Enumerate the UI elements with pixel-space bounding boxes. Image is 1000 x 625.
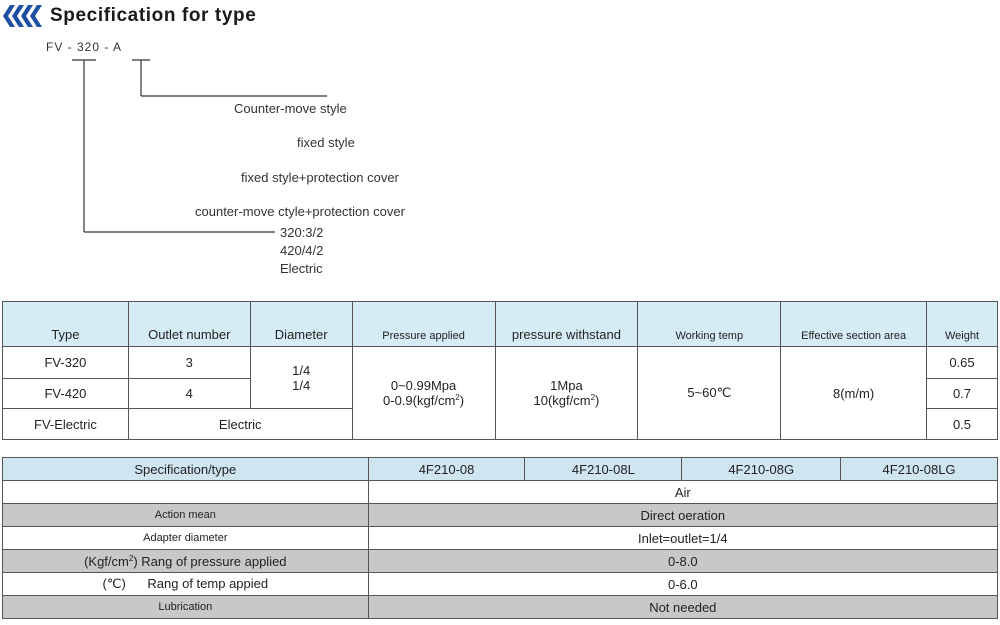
- type-spec-table: [2, 301, 998, 440]
- model-code: FV - 320 - A: [46, 40, 123, 54]
- table-header-row: [3, 458, 998, 481]
- cell-section-area: 8(m/m): [781, 347, 927, 440]
- header-effective-section-area: Effective section area: [781, 302, 927, 347]
- row-label-text: Rang of pressure applied: [141, 553, 287, 569]
- header-working-temp: Working temp: [638, 302, 781, 347]
- row-value: Not needed: [368, 596, 997, 619]
- unit-prefix: (℃): [102, 576, 126, 591]
- table-row: [3, 347, 998, 379]
- row-label: [3, 481, 369, 504]
- header-pressure-withstand: pressure withstand: [495, 302, 638, 347]
- header-diameter: Diameter: [250, 302, 352, 347]
- cell-type: FV-420: [3, 379, 129, 409]
- option-fixed-style: fixed style: [297, 135, 355, 150]
- header-type: Type: [3, 302, 129, 347]
- header-model: 4F210-08: [368, 458, 525, 481]
- header-model: 4F210-08G: [682, 458, 841, 481]
- row-value: 0-8.0: [368, 550, 997, 573]
- cell-outlet: Electric: [128, 409, 352, 440]
- table-row: [3, 573, 998, 596]
- option-counter-move-style: Counter-move style: [234, 101, 347, 116]
- row-label: [3, 550, 369, 573]
- code-item: 420/4/2: [280, 243, 324, 258]
- row-label-text: Rang of temp appied: [147, 576, 269, 591]
- row-value: Inlet=outlet=1/4: [368, 527, 997, 550]
- withstand-mpa: 1Mpa: [550, 378, 583, 393]
- cell-outlet: 4: [128, 379, 250, 409]
- cell-type: FV-320: [3, 347, 129, 379]
- diameter-value: 1/4: [292, 377, 311, 393]
- code-list: [280, 224, 323, 278]
- table-row: [3, 481, 998, 504]
- cell-weight: 0.5: [927, 409, 998, 440]
- table-row: [3, 596, 998, 619]
- cell-weight: 0.65: [927, 347, 998, 379]
- cell-type: FV-Electric: [3, 409, 129, 440]
- table-row: [3, 550, 998, 573]
- cell-pressure-applied: [352, 347, 495, 440]
- diameter-value: 1/4: [292, 362, 311, 378]
- table-row: [3, 527, 998, 550]
- cell-diameter: [250, 347, 352, 409]
- table-header-row: [3, 302, 998, 347]
- cell-weight: 0.7: [927, 379, 998, 409]
- model-spec-table: [2, 457, 998, 619]
- cell-pressure-withstand: [495, 347, 638, 440]
- header-outlet-number: Outlet number: [128, 302, 250, 347]
- page-title: Specification for type: [50, 5, 257, 26]
- table-row: [3, 504, 998, 527]
- header-pressure-applied: Pressure applied: [352, 302, 495, 347]
- row-value: Direct oeration: [368, 504, 997, 527]
- header-model: 4F210-08LG: [841, 458, 998, 481]
- row-label: Action mean: [3, 504, 369, 527]
- row-value: 0-6.0: [368, 573, 997, 596]
- pressure-applied-mpa: 0~0.99Mpa: [390, 378, 457, 393]
- header-spec-type: Specification/type: [3, 458, 369, 481]
- cell-outlet: 3: [128, 347, 250, 379]
- row-label: Adapter diameter: [3, 527, 369, 550]
- model-code-leader-lines: [0, 0, 1000, 300]
- option-counter-move-cover: counter-move ctyle+protection cover: [195, 204, 405, 219]
- row-value: Air: [368, 481, 997, 504]
- withstand-kgf: $10(kgf/cm^2)$: [533, 393, 600, 408]
- code-item: 320:3/2: [280, 225, 324, 240]
- header-weight: Weight: [927, 302, 998, 347]
- option-fixed-style-cover: fixed style+protection cover: [241, 170, 399, 185]
- pressure-applied-kgf: $0-0.9(kgf/cm^2)$: [383, 393, 465, 408]
- row-label: [3, 573, 369, 596]
- header-model: 4F210-08L: [525, 458, 682, 481]
- row-label: Lubrication: [3, 596, 369, 619]
- code-item: Electric: [280, 261, 323, 276]
- unit-prefix: $(Kgf/cm^2)$: [84, 553, 138, 569]
- cell-working-temp: 5~60℃: [638, 347, 781, 440]
